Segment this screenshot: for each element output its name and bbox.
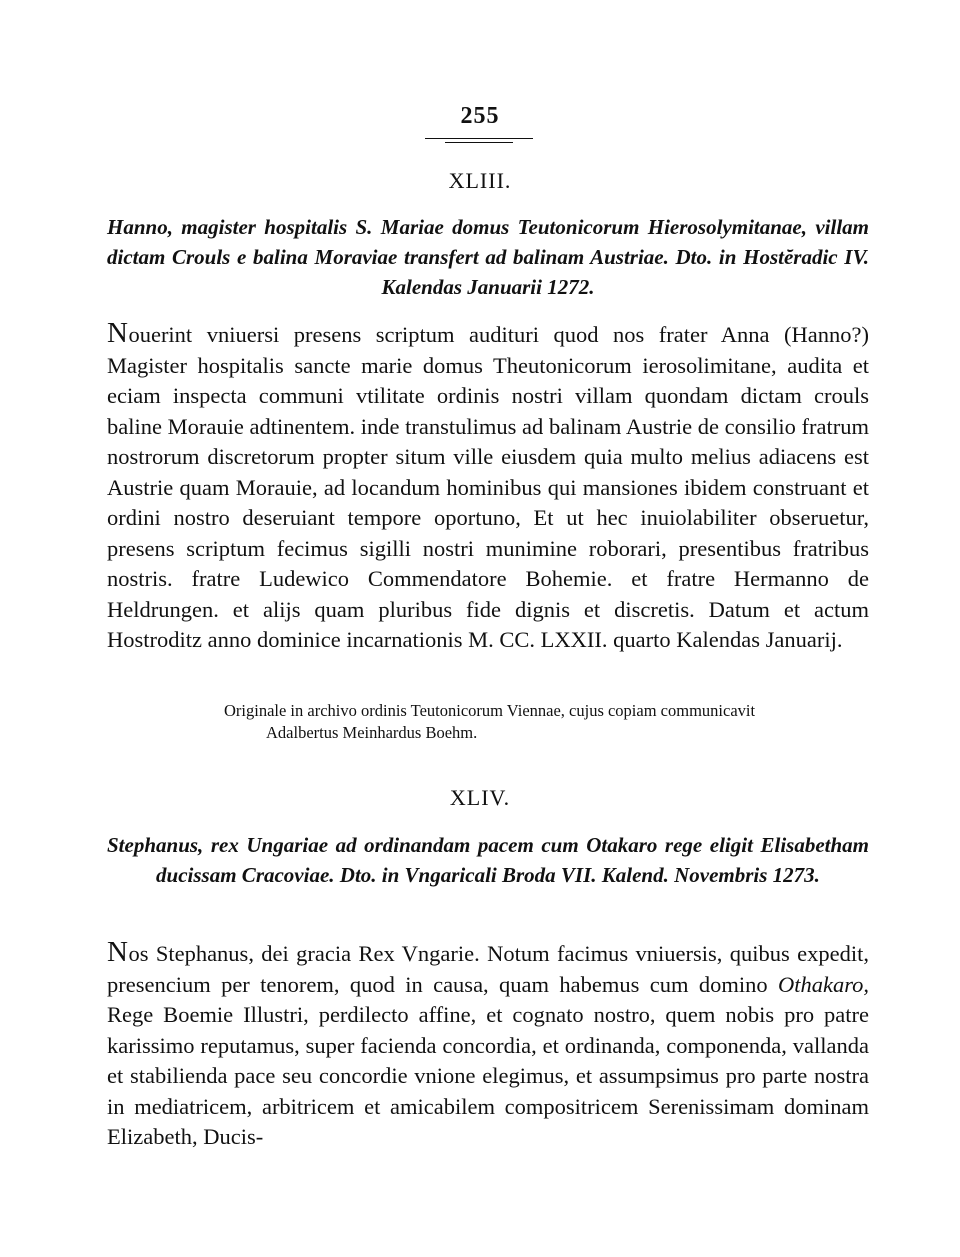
document-text-body: Rege Boemie Illustri, perdilecto affine, et cognato nostro, quem nobis pro patre karissimo reputamus, super facienda concordia, et ordinanda, componenda, vallanda et stabilienda pace seu concordie vnione elegimus, et assumpsimus pro parte nostra in mediatricem, arbitricem et amicabilem compositricem Serenissimam dominam Elizabeth, Ducis- [107, 1002, 869, 1149]
header-rule-short [445, 142, 513, 143]
initial-letter: N [107, 317, 129, 349]
document-text-body: ouerint vniuersi presens scriptum audituri quod nos frater Anna (Hanno?) Magister hospitalis sancte marie domus Theutonicorum ierosolimitane, audita et eciam inspecta communi vtilitate ordinis nostri villam quondam dictam crouls baline Morauie adtinentem. inde transtulimus ad balinam Austrie de consilio fratrum nostrorum discretorum propter situm ville eiusdem quia multo melius adiacens est Austrie quam Morauie, ad locandum hominibus qui mansiones ibidem construant et ordini nostro deseruiant tempore oportuno, Et ut hec inuiolabiliter obseruetur, presens scriptum fecimus sigilli nostri munimine roborari, presentibus fratribus nostris. fratre Ludewico Commendatore Bohemie. et fratre Hermanno de Heldrungen. et alijs quam pluribus fide dignis et discretis. Datum et actum Hostroditz anno dominice incarnationis M. CC. LXXII. quarto Kalendas Januarij. [107, 322, 869, 652]
initial-letter: N [107, 936, 129, 968]
document-text [107, 318, 869, 656]
document-heading: Stephanus, rex Ungariae ad ordinandam pacem cum Otakaro rege eligit Elisabetham ducissam Cracoviae. Dto. in Vngaricali Broda VII. Kalend. Novembris 1273. [107, 833, 869, 887]
source-note-line: Adalbertus Meinhardus Boehm. [266, 723, 478, 742]
document-number: XLIV. [449, 785, 511, 810]
document-text-italic: Othakaro, [777, 971, 869, 997]
source-note-line: Originale in archivo ordinis Teutonicorum Viennae, cujus copiam communicavit [224, 701, 756, 720]
document-text-body: os Stephanus, dei gracia Rex Vngarie. Notum facimus vniuersis, quibus expedit, presencium per tenorem, quod in causa, quam habemus cum domino [107, 941, 869, 997]
document-text [107, 937, 869, 1153]
document-number: XLIII. [448, 168, 512, 193]
document-heading: Hanno, magister hospitalis S. Mariae domus Teutonicorum Hierosolymitanae, villam dictam Crouls e balina Moraviae transfert ad balinam Austriae. Dto. in Hostĕradic IV. Kalendas Januarii 1272. [107, 215, 869, 299]
page-number: 255 [460, 103, 500, 129]
source-note [224, 700, 869, 744]
header-rule [425, 138, 533, 139]
